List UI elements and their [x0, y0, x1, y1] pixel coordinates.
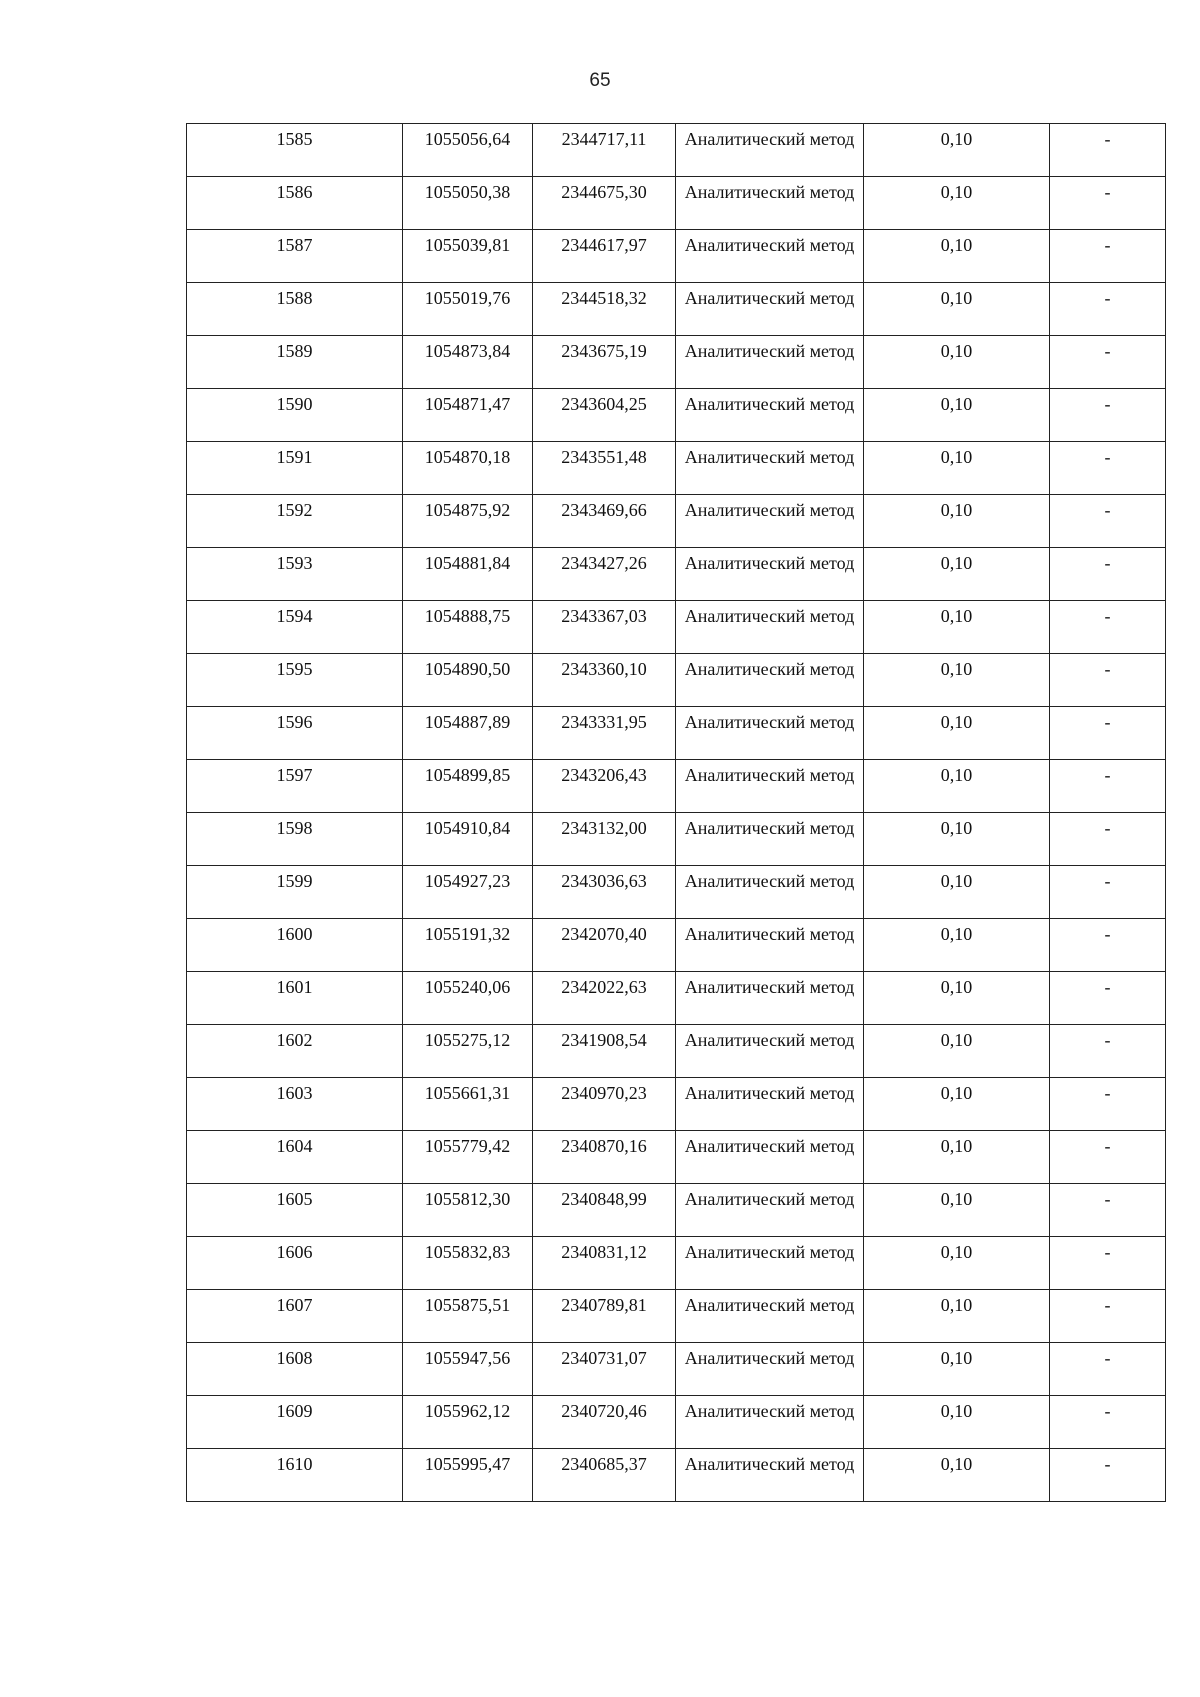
note-cell: - [1050, 1237, 1166, 1290]
table-row [187, 283, 1166, 336]
point-number-cell: 1605 [187, 1184, 403, 1237]
x-coordinate-cell: 1055275,12 [403, 1025, 533, 1078]
method-cell: Аналитический метод [676, 1025, 864, 1078]
note-cell: - [1050, 548, 1166, 601]
table-row [187, 1396, 1166, 1449]
point-number-cell: 1597 [187, 760, 403, 813]
y-coordinate-cell: 2344675,30 [533, 177, 676, 230]
x-coordinate-cell: 1055050,38 [403, 177, 533, 230]
table-row [187, 336, 1166, 389]
x-coordinate-cell: 1054888,75 [403, 601, 533, 654]
method-cell: Аналитический метод [676, 283, 864, 336]
y-coordinate-cell: 2340789,81 [533, 1290, 676, 1343]
coordinates-table [186, 123, 1166, 1502]
point-number-cell: 1596 [187, 707, 403, 760]
table-row [187, 442, 1166, 495]
point-number-cell: 1608 [187, 1343, 403, 1396]
note-cell: - [1050, 813, 1166, 866]
accuracy-cell: 0,10 [864, 1343, 1050, 1396]
table-row [187, 1237, 1166, 1290]
x-coordinate-cell: 1054871,47 [403, 389, 533, 442]
y-coordinate-cell: 2343367,03 [533, 601, 676, 654]
x-coordinate-cell: 1054887,89 [403, 707, 533, 760]
table-row [187, 1290, 1166, 1343]
table-row [187, 548, 1166, 601]
accuracy-cell: 0,10 [864, 283, 1050, 336]
y-coordinate-cell: 2340831,12 [533, 1237, 676, 1290]
table-row [187, 1131, 1166, 1184]
point-number-cell: 1594 [187, 601, 403, 654]
point-number-cell: 1590 [187, 389, 403, 442]
table-row [187, 230, 1166, 283]
x-coordinate-cell: 1054875,92 [403, 495, 533, 548]
x-coordinate-cell: 1055056,64 [403, 124, 533, 177]
point-number-cell: 1591 [187, 442, 403, 495]
note-cell: - [1050, 601, 1166, 654]
method-cell: Аналитический метод [676, 1184, 864, 1237]
method-cell: Аналитический метод [676, 919, 864, 972]
note-cell: - [1050, 1449, 1166, 1502]
x-coordinate-cell: 1055947,56 [403, 1343, 533, 1396]
x-coordinate-cell: 1055995,47 [403, 1449, 533, 1502]
point-number-cell: 1600 [187, 919, 403, 972]
method-cell: Аналитический метод [676, 972, 864, 1025]
method-cell: Аналитический метод [676, 813, 864, 866]
point-number-cell: 1593 [187, 548, 403, 601]
accuracy-cell: 0,10 [864, 495, 1050, 548]
y-coordinate-cell: 2340870,16 [533, 1131, 676, 1184]
method-cell: Аналитический метод [676, 389, 864, 442]
y-coordinate-cell: 2340970,23 [533, 1078, 676, 1131]
x-coordinate-cell: 1055779,42 [403, 1131, 533, 1184]
table-row [187, 1078, 1166, 1131]
point-number-cell: 1610 [187, 1449, 403, 1502]
accuracy-cell: 0,10 [864, 1237, 1050, 1290]
note-cell: - [1050, 283, 1166, 336]
y-coordinate-cell: 2340685,37 [533, 1449, 676, 1502]
method-cell: Аналитический метод [676, 707, 864, 760]
note-cell: - [1050, 177, 1166, 230]
y-coordinate-cell: 2344617,97 [533, 230, 676, 283]
point-number-cell: 1601 [187, 972, 403, 1025]
y-coordinate-cell: 2344518,32 [533, 283, 676, 336]
point-number-cell: 1602 [187, 1025, 403, 1078]
x-coordinate-cell: 1054890,50 [403, 654, 533, 707]
y-coordinate-cell: 2343551,48 [533, 442, 676, 495]
accuracy-cell: 0,10 [864, 389, 1050, 442]
accuracy-cell: 0,10 [864, 1025, 1050, 1078]
accuracy-cell: 0,10 [864, 654, 1050, 707]
point-number-cell: 1585 [187, 124, 403, 177]
point-number-cell: 1588 [187, 283, 403, 336]
accuracy-cell: 0,10 [864, 707, 1050, 760]
method-cell: Аналитический метод [676, 442, 864, 495]
x-coordinate-cell: 1055039,81 [403, 230, 533, 283]
y-coordinate-cell: 2342022,63 [533, 972, 676, 1025]
accuracy-cell: 0,10 [864, 1290, 1050, 1343]
y-coordinate-cell: 2341908,54 [533, 1025, 676, 1078]
method-cell: Аналитический метод [676, 866, 864, 919]
note-cell: - [1050, 919, 1166, 972]
method-cell: Аналитический метод [676, 230, 864, 283]
accuracy-cell: 0,10 [864, 760, 1050, 813]
table-row [187, 495, 1166, 548]
x-coordinate-cell: 1054881,84 [403, 548, 533, 601]
point-number-cell: 1603 [187, 1078, 403, 1131]
method-cell: Аналитический метод [676, 760, 864, 813]
accuracy-cell: 0,10 [864, 1131, 1050, 1184]
y-coordinate-cell: 2340720,46 [533, 1396, 676, 1449]
note-cell: - [1050, 230, 1166, 283]
point-number-cell: 1592 [187, 495, 403, 548]
accuracy-cell: 0,10 [864, 548, 1050, 601]
coordinates-table-body [187, 124, 1166, 1502]
accuracy-cell: 0,10 [864, 336, 1050, 389]
x-coordinate-cell: 1054873,84 [403, 336, 533, 389]
note-cell: - [1050, 495, 1166, 548]
point-number-cell: 1598 [187, 813, 403, 866]
x-coordinate-cell: 1054910,84 [403, 813, 533, 866]
note-cell: - [1050, 336, 1166, 389]
x-coordinate-cell: 1055962,12 [403, 1396, 533, 1449]
y-coordinate-cell: 2342070,40 [533, 919, 676, 972]
x-coordinate-cell: 1054927,23 [403, 866, 533, 919]
note-cell: - [1050, 1184, 1166, 1237]
method-cell: Аналитический метод [676, 177, 864, 230]
method-cell: Аналитический метод [676, 495, 864, 548]
accuracy-cell: 0,10 [864, 177, 1050, 230]
accuracy-cell: 0,10 [864, 442, 1050, 495]
page-number: 65 [589, 70, 611, 91]
y-coordinate-cell: 2343206,43 [533, 760, 676, 813]
point-number-cell: 1595 [187, 654, 403, 707]
y-coordinate-cell: 2343675,19 [533, 336, 676, 389]
note-cell: - [1050, 972, 1166, 1025]
note-cell: - [1050, 1290, 1166, 1343]
x-coordinate-cell: 1055661,31 [403, 1078, 533, 1131]
y-coordinate-cell: 2343331,95 [533, 707, 676, 760]
note-cell: - [1050, 1078, 1166, 1131]
table-row [187, 1184, 1166, 1237]
accuracy-cell: 0,10 [864, 972, 1050, 1025]
accuracy-cell: 0,10 [864, 1078, 1050, 1131]
table-row [187, 707, 1166, 760]
table-row [187, 760, 1166, 813]
accuracy-cell: 0,10 [864, 601, 1050, 654]
point-number-cell: 1589 [187, 336, 403, 389]
accuracy-cell: 0,10 [864, 1449, 1050, 1502]
method-cell: Аналитический метод [676, 336, 864, 389]
method-cell: Аналитический метод [676, 601, 864, 654]
table-row [187, 866, 1166, 919]
accuracy-cell: 0,10 [864, 1184, 1050, 1237]
point-number-cell: 1607 [187, 1290, 403, 1343]
note-cell: - [1050, 1131, 1166, 1184]
point-number-cell: 1609 [187, 1396, 403, 1449]
y-coordinate-cell: 2344717,11 [533, 124, 676, 177]
y-coordinate-cell: 2343036,63 [533, 866, 676, 919]
point-number-cell: 1587 [187, 230, 403, 283]
table-row [187, 177, 1166, 230]
method-cell: Аналитический метод [676, 1078, 864, 1131]
accuracy-cell: 0,10 [864, 866, 1050, 919]
accuracy-cell: 0,10 [864, 1396, 1050, 1449]
y-coordinate-cell: 2343427,26 [533, 548, 676, 601]
table-row [187, 654, 1166, 707]
y-coordinate-cell: 2340731,07 [533, 1343, 676, 1396]
point-number-cell: 1606 [187, 1237, 403, 1290]
note-cell: - [1050, 707, 1166, 760]
note-cell: - [1050, 124, 1166, 177]
method-cell: Аналитический метод [676, 124, 864, 177]
method-cell: Аналитический метод [676, 1131, 864, 1184]
table-row [187, 1343, 1166, 1396]
point-number-cell: 1604 [187, 1131, 403, 1184]
table-row [187, 972, 1166, 1025]
x-coordinate-cell: 1055832,83 [403, 1237, 533, 1290]
y-coordinate-cell: 2343360,10 [533, 654, 676, 707]
note-cell: - [1050, 442, 1166, 495]
table-row [187, 601, 1166, 654]
method-cell: Аналитический метод [676, 654, 864, 707]
x-coordinate-cell: 1055240,06 [403, 972, 533, 1025]
table-row [187, 389, 1166, 442]
point-number-cell: 1586 [187, 177, 403, 230]
note-cell: - [1050, 389, 1166, 442]
method-cell: Аналитический метод [676, 1449, 864, 1502]
y-coordinate-cell: 2340848,99 [533, 1184, 676, 1237]
table-row [187, 919, 1166, 972]
x-coordinate-cell: 1055812,30 [403, 1184, 533, 1237]
table-row [187, 124, 1166, 177]
method-cell: Аналитический метод [676, 1396, 864, 1449]
y-coordinate-cell: 2343604,25 [533, 389, 676, 442]
x-coordinate-cell: 1055875,51 [403, 1290, 533, 1343]
note-cell: - [1050, 1343, 1166, 1396]
point-number-cell: 1599 [187, 866, 403, 919]
accuracy-cell: 0,10 [864, 919, 1050, 972]
table-row [187, 813, 1166, 866]
note-cell: - [1050, 760, 1166, 813]
method-cell: Аналитический метод [676, 1343, 864, 1396]
note-cell: - [1050, 866, 1166, 919]
x-coordinate-cell: 1055191,32 [403, 919, 533, 972]
y-coordinate-cell: 2343132,00 [533, 813, 676, 866]
method-cell: Аналитический метод [676, 1237, 864, 1290]
accuracy-cell: 0,10 [864, 230, 1050, 283]
table-row [187, 1449, 1166, 1502]
x-coordinate-cell: 1055019,76 [403, 283, 533, 336]
note-cell: - [1050, 1025, 1166, 1078]
method-cell: Аналитический метод [676, 1290, 864, 1343]
method-cell: Аналитический метод [676, 548, 864, 601]
x-coordinate-cell: 1054870,18 [403, 442, 533, 495]
note-cell: - [1050, 1396, 1166, 1449]
note-cell: - [1050, 654, 1166, 707]
table-row [187, 1025, 1166, 1078]
x-coordinate-cell: 1054899,85 [403, 760, 533, 813]
y-coordinate-cell: 2343469,66 [533, 495, 676, 548]
accuracy-cell: 0,10 [864, 813, 1050, 866]
accuracy-cell: 0,10 [864, 124, 1050, 177]
